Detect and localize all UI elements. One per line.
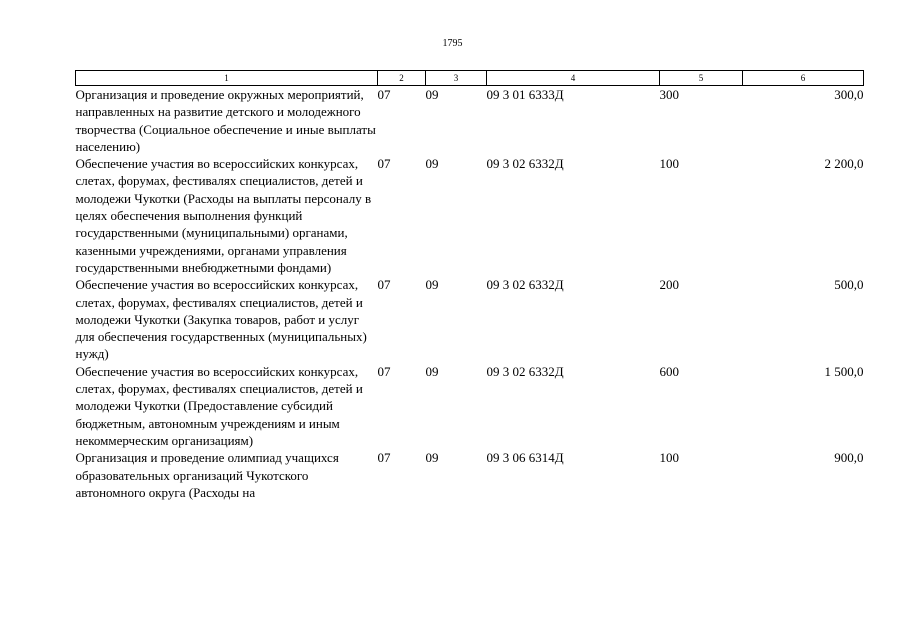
row-expense-kind: 300 xyxy=(659,87,679,102)
row-subsection: 09 xyxy=(425,450,439,466)
row-subsection: 09 xyxy=(425,277,439,293)
table-header xyxy=(76,71,864,86)
table-row xyxy=(76,276,864,362)
table-row xyxy=(76,363,864,449)
row-target-code: 09 3 06 6314Д xyxy=(486,450,564,466)
header-col-4: 4 xyxy=(487,71,660,86)
row-section: 07 xyxy=(377,450,391,466)
row-name: Обеспечение участия во всероссийских конкурсах, слетах, форумах, фестивалях специалистов, детей и молодежи Чукотки (Закупка товаров, работ и услуг для обеспечения государственных (муниципальных) нужд) xyxy=(75,277,367,362)
row-target-code: 09 3 02 6332Д xyxy=(486,363,564,379)
row-expense-kind: 200 xyxy=(659,277,679,293)
row-amount: 2 200,0 xyxy=(824,156,864,172)
header-col-3: 3 xyxy=(426,71,487,86)
row-name: Обеспечение участия во всероссийских конкурсах, слетах, форумах, фестивалях специалистов, детей и молодежи Чукотки (Расходы на выплаты персоналу в целях обеспечения выполнения функций государственными (муниципальными) органами, казенными учреждениями, органами управления государственными внебюджетными фондами) xyxy=(75,156,372,275)
table-row xyxy=(76,449,864,501)
row-target-code: 09 3 02 6332Д xyxy=(486,156,564,172)
page-number: 1795 xyxy=(442,38,463,49)
row-expense-kind: 600 xyxy=(659,363,679,379)
row-amount: 1 500,0 xyxy=(824,363,864,379)
row-section: 07 xyxy=(377,87,391,102)
header-row xyxy=(76,71,864,86)
row-target-code: 09 3 01 6333Д xyxy=(486,87,564,102)
row-section: 07 xyxy=(377,363,391,379)
row-expense-kind: 100 xyxy=(659,156,679,172)
row-name: Организация и проведение олимпиад учащихся образовательных организаций Чукотского автономного округа (Расходы на xyxy=(75,450,339,500)
header-col-1: 1 xyxy=(76,71,378,86)
row-amount: 500,0 xyxy=(834,277,864,293)
row-expense-kind: 100 xyxy=(659,450,679,466)
row-name: Обеспечение участия во всероссийских конкурсах, слетах, форумах, фестивалях специалистов, детей и молодежи Чукотки (Предоставление субсидий бюджетным, автономным учреждениям и иным некоммерческим организациям) xyxy=(75,363,363,448)
table-body xyxy=(76,86,864,502)
table-row xyxy=(76,86,864,156)
header-col-2: 2 xyxy=(378,71,426,86)
row-amount: 900,0 xyxy=(834,450,864,466)
header-col-6: 6 xyxy=(743,71,864,86)
row-section: 07 xyxy=(377,277,391,293)
row-section: 07 xyxy=(377,156,391,172)
budget-table xyxy=(75,70,864,501)
table-row xyxy=(76,155,864,276)
row-name: Организация и проведение окружных мероприятий, направленных на развитие детского и молодежного творчества (Социальное обеспечение и иные выплаты населению) xyxy=(75,87,376,154)
row-subsection: 09 xyxy=(425,87,439,102)
row-subsection: 09 xyxy=(425,363,439,379)
row-target-code: 09 3 02 6332Д xyxy=(486,277,564,293)
row-subsection: 09 xyxy=(425,156,439,172)
header-col-5: 5 xyxy=(660,71,743,86)
row-amount: 300,0 xyxy=(834,87,864,102)
